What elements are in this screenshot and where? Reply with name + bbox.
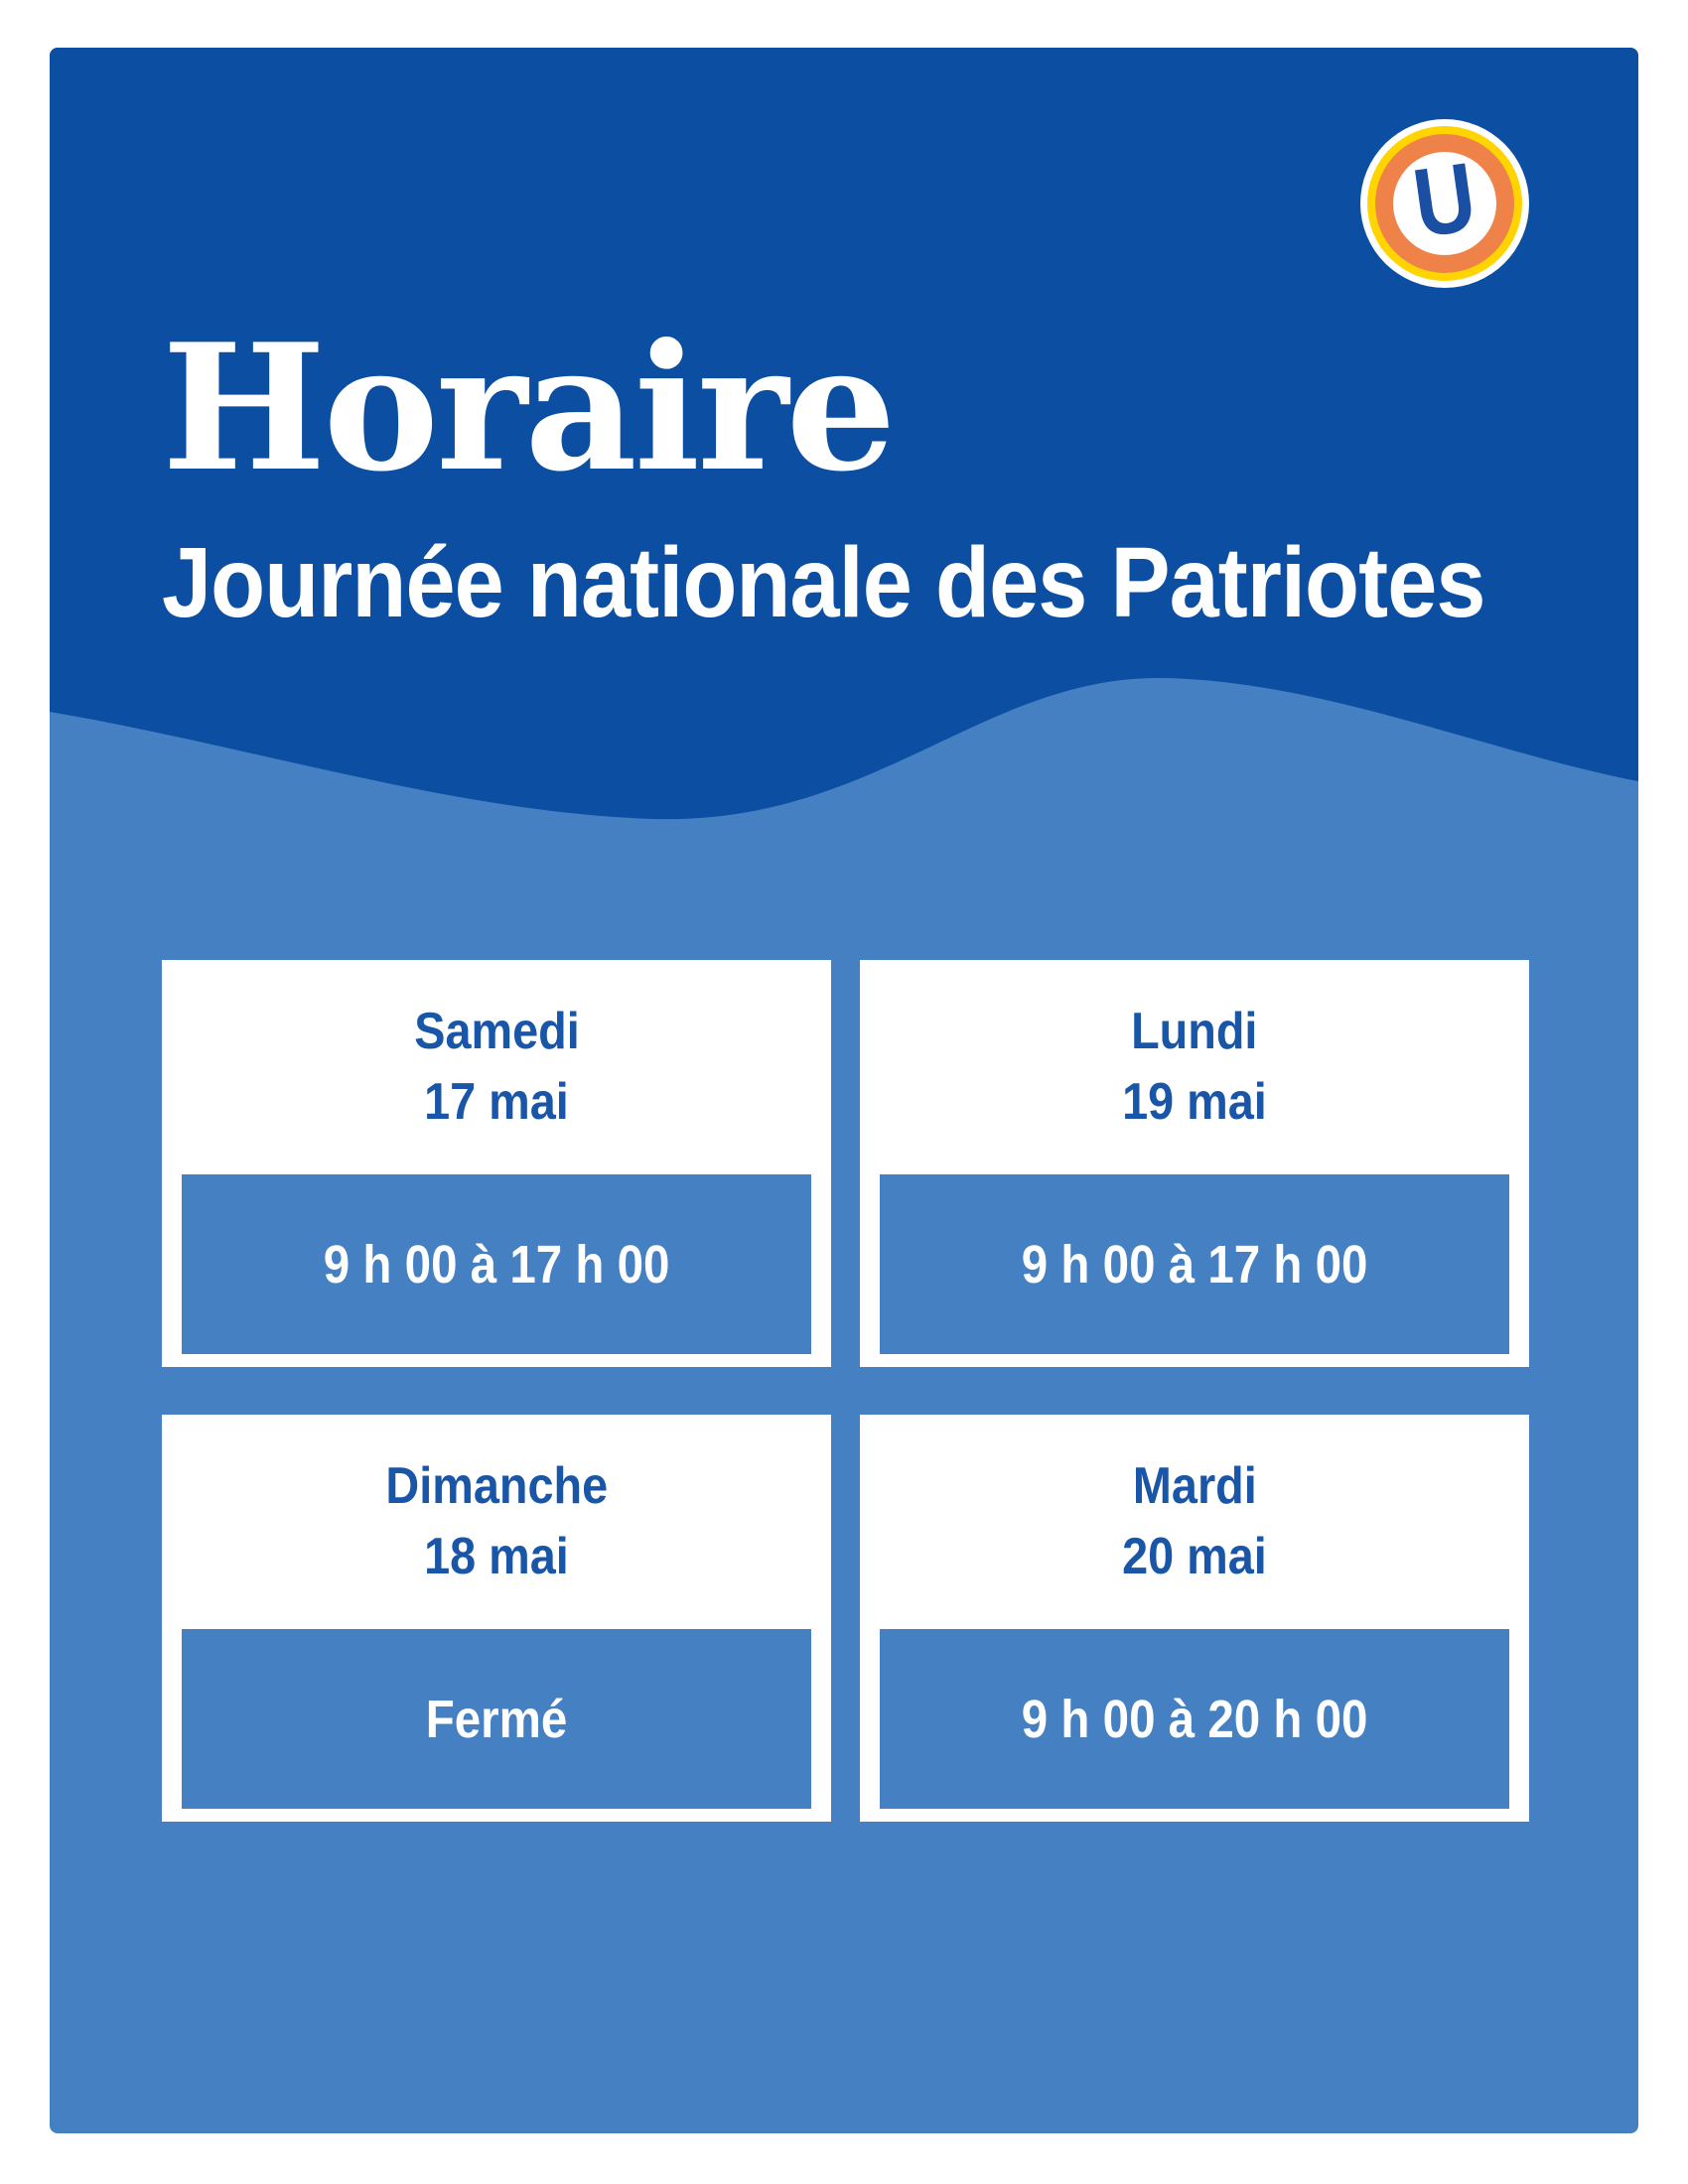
store-hours-poster <box>50 48 1638 2133</box>
card-day-area <box>860 960 1529 1174</box>
card-hours: 9 h 00 à 20 h 00 <box>1021 1689 1368 1749</box>
card-day-date: 19 mai <box>1122 1073 1267 1131</box>
schedule-card-lundi <box>860 960 1529 1367</box>
logo-yellow-ring <box>1367 126 1522 281</box>
page-subtitle-text: Journée nationale des Patriotes <box>162 527 1485 638</box>
card-hours: Fermé <box>425 1689 568 1749</box>
card-day-date: 17 mai <box>424 1073 569 1131</box>
schedule-grid <box>162 960 1529 1822</box>
card-hours-panel <box>880 1174 1509 1354</box>
card-hours-panel <box>182 1174 811 1354</box>
schedule-card-mardi <box>860 1415 1529 1822</box>
card-hours-panel <box>880 1629 1509 1809</box>
card-day-date: 18 mai <box>424 1528 569 1585</box>
card-day-name: Lundi <box>1131 1003 1258 1060</box>
logo-inner-disc <box>1393 141 1496 258</box>
schedule-card-dimanche <box>162 1415 831 1822</box>
page-title: Horaire <box>162 307 894 510</box>
store-logo <box>1360 119 1529 288</box>
card-day-area <box>162 960 831 1174</box>
card-hours: 9 h 00 à 17 h 00 <box>1021 1234 1368 1295</box>
schedule-card-samedi <box>162 960 831 1367</box>
card-day-name: Mardi <box>1132 1457 1257 1515</box>
card-hours-panel <box>182 1629 811 1809</box>
card-day-area <box>162 1415 831 1629</box>
page-subtitle <box>162 527 1632 638</box>
logo-letter-u: U <box>1406 141 1482 258</box>
card-hours: 9 h 00 à 17 h 00 <box>323 1234 670 1295</box>
card-day-name: Samedi <box>413 1003 580 1060</box>
card-day-date: 20 mai <box>1122 1528 1267 1585</box>
card-day-name: Dimanche <box>385 1457 608 1515</box>
logo-orange-ring <box>1375 134 1514 273</box>
card-day-area <box>860 1415 1529 1629</box>
